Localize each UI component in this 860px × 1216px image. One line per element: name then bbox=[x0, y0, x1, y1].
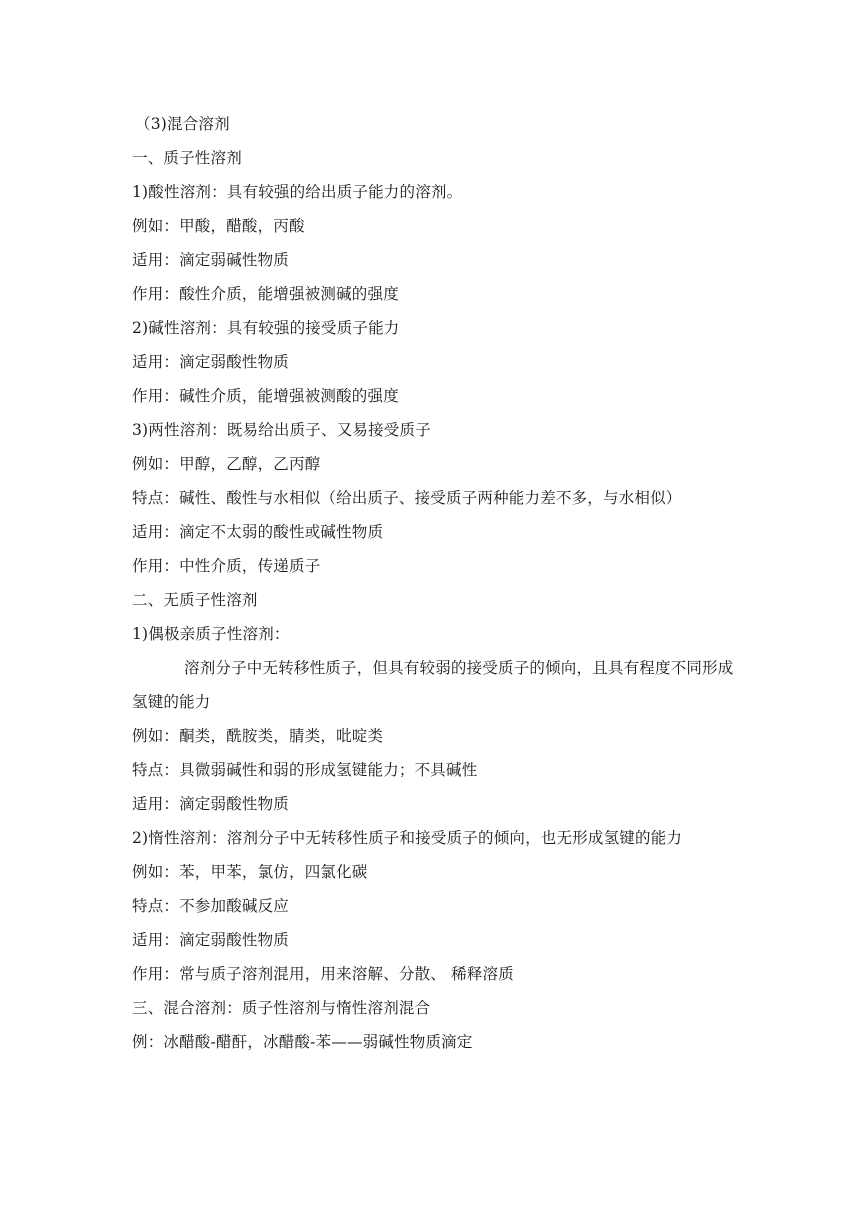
dipolar-solvent-heading: 1)偶极亲质子性溶剂： bbox=[132, 625, 290, 643]
inert-solvent-definition: 2)惰性溶剂：溶剂分子中无转移性质子和接受质子的倾向，也无形成氢键的能力 bbox=[132, 829, 683, 847]
acidic-solvent-definition: 1)酸性溶剂：具有较强的给出质子能力的溶剂。 bbox=[132, 183, 463, 201]
acidic-solvent-function: 作用：酸性介质，能增强被测碱的强度 bbox=[132, 285, 399, 303]
dipolar-solvent-application: 适用：滴定弱酸性物质 bbox=[132, 795, 290, 813]
inert-solvent-features: 特点：不参加酸碱反应 bbox=[132, 897, 290, 915]
dipolar-solvent-description: 溶剂分子中无转移性质子，但具有较弱的接受质子的倾向，且具有程度不同形成氢键的能力 bbox=[132, 659, 734, 711]
amphoteric-solvent-features: 特点：碱性、酸性与水相似（给出质子、接受质子两种能力差不多，与水相似） bbox=[132, 489, 682, 507]
mixed-solvent-example: 例：冰醋酸-醋酐，冰醋酸-苯——弱碱性物质滴定 bbox=[132, 1033, 473, 1051]
section-heading-mixed-solvent: （3)混合溶剂 bbox=[135, 115, 230, 133]
basic-solvent-function: 作用：碱性介质，能增强被测酸的强度 bbox=[132, 387, 399, 405]
inert-solvent-examples: 例如：苯，甲苯，氯仿，四氯化碳 bbox=[132, 863, 368, 881]
dipolar-solvent-examples: 例如：酮类，酰胺类，腈类，吡啶类 bbox=[132, 727, 384, 745]
section-heading-protic-solvent: 一、质子性溶剂 bbox=[132, 149, 242, 167]
acidic-solvent-application: 适用：滴定弱碱性物质 bbox=[132, 251, 290, 269]
amphoteric-solvent-definition: 3)两性溶剂：既易给出质子、又易接受质子 bbox=[132, 421, 431, 439]
amphoteric-solvent-function: 作用：中性介质，传递质子 bbox=[132, 557, 321, 575]
section-heading-mixed-solvent-definition: 三、混合溶剂：质子性溶剂与惰性溶剂混合 bbox=[132, 999, 431, 1017]
document-body bbox=[132, 107, 742, 1059]
inert-solvent-function: 作用：常与质子溶剂混用，用来溶解、分散、 稀释溶质 bbox=[132, 965, 514, 983]
section-heading-aprotic-solvent: 二、无质子性溶剂 bbox=[132, 591, 258, 609]
basic-solvent-application: 适用：滴定弱酸性物质 bbox=[132, 353, 290, 371]
basic-solvent-definition: 2)碱性溶剂：具有较强的接受质子能力 bbox=[132, 319, 400, 337]
amphoteric-solvent-application: 适用：滴定不太弱的酸性或碱性物质 bbox=[132, 523, 384, 541]
acidic-solvent-examples: 例如：甲酸，醋酸，丙酸 bbox=[132, 217, 305, 235]
dipolar-solvent-features: 特点：具微弱碱性和弱的形成氢键能力；不具碱性 bbox=[132, 761, 478, 779]
amphoteric-solvent-examples: 例如：甲醇，乙醇，乙丙醇 bbox=[132, 455, 321, 473]
inert-solvent-application: 适用：滴定弱酸性物质 bbox=[132, 931, 290, 949]
